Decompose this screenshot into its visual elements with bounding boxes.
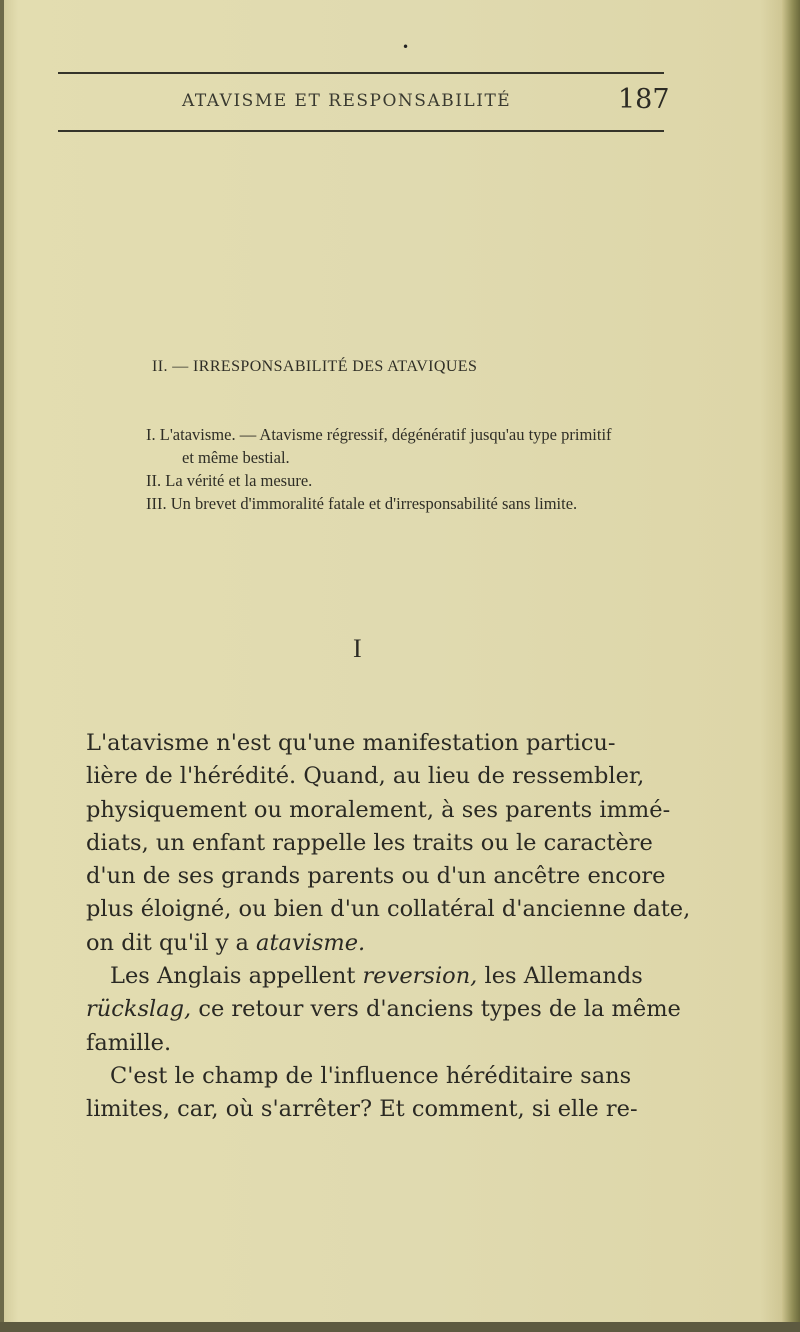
body-line (86, 993, 686, 1026)
body-line (86, 960, 686, 993)
page-bottom-edge (0, 1322, 800, 1332)
page-number: 187 (618, 84, 670, 115)
italic-term-atavisme: atavisme. (256, 929, 366, 956)
summary-line: I. L'atavisme. — Atavisme régressif, dégénératif jusqu'au type primitif (146, 425, 612, 444)
body-line: physiquement ou moralement, à ses parents immé- (86, 796, 671, 823)
body-text-span: les Allemands (477, 963, 643, 990)
section-heading: II. — IRRESPONSABILITÉ DES ATAVIQUES (152, 358, 478, 375)
body-line: d'un de ses grands parents ou d'un ancêtre encore (86, 863, 666, 890)
body-line: plus éloigné, ou bien d'un collatéral d'ancienne date, (86, 896, 691, 923)
page-left-edge (0, 0, 4, 1332)
body-line: diats, un enfant rappelle les traits ou le caractère (86, 829, 653, 856)
part-number: I (353, 634, 362, 663)
summary-line: et même bestial. (182, 448, 290, 467)
body-line: C'est le champ de l'influence héréditaire sans (110, 1062, 632, 1089)
body-line: famille. (86, 1029, 172, 1056)
body-text-span: on dit qu'il y a (86, 929, 257, 956)
body-line: L'atavisme n'est qu'une manifestation particu- (86, 730, 616, 756)
body-text-span: Les Anglais appellent (110, 963, 363, 990)
italic-term-reversion: reversion, (362, 963, 478, 990)
summary-line: III. Un brevet d'immoralité fatale et d'irresponsabilité sans limite. (146, 494, 578, 513)
running-title: ATAVISME ET RESPONSABILITÉ (182, 91, 512, 111)
body-line: limites, car, où s'arrêter? Et comment, si elle re- (86, 1096, 638, 1123)
chapter-summary (146, 423, 706, 515)
header-rule-bottom (58, 130, 664, 132)
body-line (86, 927, 686, 960)
header-mark: • (402, 40, 410, 54)
header-rule-top (58, 72, 664, 74)
summary-line: II. La vérité et la mesure. (146, 471, 313, 490)
page-right-edge (782, 0, 800, 1332)
body-line: lière de l'hérédité. Quand, au lieu de ressembler, (86, 763, 645, 790)
italic-term-ruckslag: rückslag, (86, 996, 192, 1023)
body-text (86, 727, 691, 1127)
body-text-span: ce retour vers d'anciens types de la même (191, 996, 681, 1023)
